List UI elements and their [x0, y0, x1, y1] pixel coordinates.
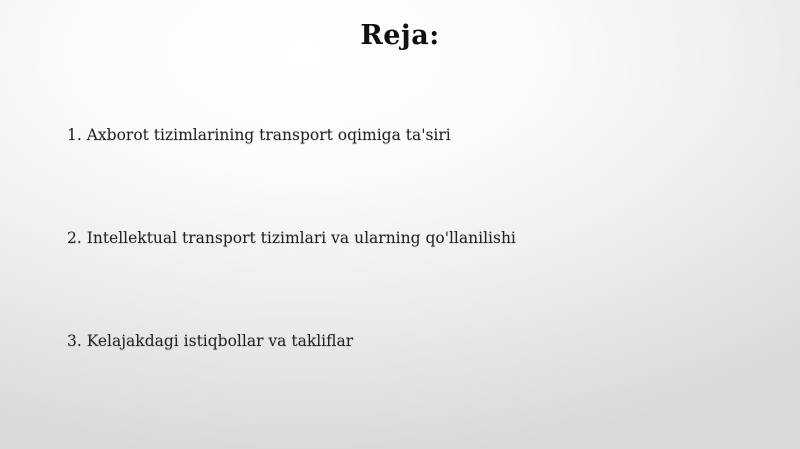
plan-item-2: 2. Intellektual transport tizimlari va ularning qo'llanilishi: [67, 229, 516, 247]
plan-item-3: 3. Kelajakdagi istiqbollar va takliflar: [67, 332, 354, 350]
plan-item-1: 1. Axborot tizimlarining transport oqimiga ta'siri: [67, 126, 451, 144]
slide-title: Reja:: [360, 20, 440, 51]
